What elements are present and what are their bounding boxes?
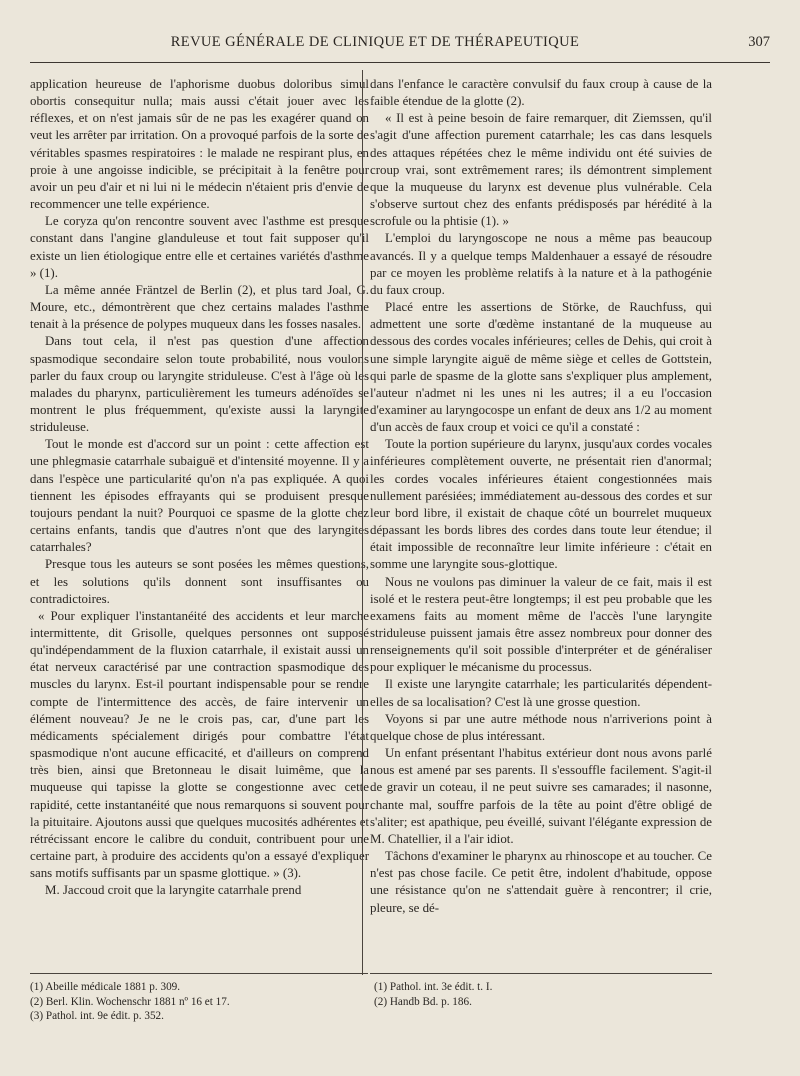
footnote: (1) Abeille médicale 1881 p. 309. <box>30 981 181 993</box>
page-header <box>30 34 770 56</box>
column-divider <box>362 70 363 975</box>
footnote: (2) Berl. Klin. Wochenschr 1881 nº 16 et 17. <box>30 995 230 1008</box>
paragraph: Placé entre les assertions de Störke, de Rauchfuss, qui admettent une sorte d'œdème instantané de la muqueuse au dessous des cordes vocales inférieures; celles de Dehis, qui croit à une simple laryngite aiguë de même siège et celles de Gottstein, qui parle de spasme de la glotte sans s'expliquer plus amplement, l'auteur n'admet ni les unes ni les autres; il a eu l'occasion d'examiner au laryngocospe un enfant de deux ans 1/2 au moment d'un accès de faux croup et voici ce qu'il a constaté : <box>370 300 712 435</box>
paragraph: Tout le monde est d'accord sur un point : cette affection est une phlegmasie catarrhale subaiguë et d'intensité moyenne. Il y a dans l'espèce une particularité qu'on n'a pas expliquée. A quoi tiennent les épisodes effrayants qui se produisent presque toujours pendant la nuit? Pourquoi ce spasme de la glotte chez certains enfants, tandis que d'autres n'ont que des laryngites catarrhales? <box>30 437 369 555</box>
footnote: (2) Handb Bd. p. 186. <box>374 995 472 1008</box>
right-column <box>370 76 712 917</box>
paragraph: Tâchons d'examiner le pharynx au rhinoscope et au toucher. Ce n'est pas chose facile. Ce petit être, indolent d'habitude, oppose une résistance qu'on ne s'attendait guère à rencontrer; il crie, pleure, se dé- <box>370 849 712 915</box>
page-number: 307 <box>748 34 770 50</box>
quotation-paragraph: « Il est à peine besoin de faire remarquer, dit Ziemssen, qu'il s'agit d'une affection purement catarrhale; les cas dans lesquels des attaques répétées chez le même individu ont été suivies de croup vrai, sont extrêmement rares; ils démontrent simplement que la muqueuse du larynx est devenue plus vulnérable. Cela s'observe surtout chez des enfants prédisposés par hérédité à la scrofule ou la phtisie (1). » <box>370 111 712 229</box>
footnotes-right <box>374 980 712 1009</box>
paragraph: L'emploi du laryngoscope ne nous a même pas beaucoup avancés. Il y a quelque temps Maldenhauer a essayé de résoudre par ce moyen les problème relatifs à la nature et à la pathogénie du faux croup. <box>370 231 712 297</box>
footnote-rule-right <box>370 973 712 974</box>
footnote: (1) Pathol. int. 3e édit. t. I. <box>374 981 493 993</box>
paragraph: Toute la portion supérieure du larynx, jusqu'aux cordes vocales inférieures complètement ouverte, ne présentait rien d'anormal; les cordes vocales inférieures étaient congestionnées mais nullement parésiées; immédiatement au-dessous des cordes et sur leur bord libre, il existait de chaque côté un bourrelet muqueux dépassant les bords libres des cordes dans toute leur étendue; il était impossible de reconnaître leur limite inférieure : c'était en somme une laryngite sous-glottique. <box>370 437 712 572</box>
paragraph: Un enfant présentant l'habitus extérieur dont nous avons parlé nous est amené par ses parents. Il s'essouffle facilement. S'agit-il de gravir un coteau, il ne peut suivre ses camarades; il nasonne, chante mal, souffre parfois de la tête au point d'être obligé de s'aliter; est apathique, peu éveillé, suivant l'élégante expression de M. Chatellier, il a l'air idiot. <box>370 746 712 846</box>
paragraph: La même année Fräntzel de Berlin (2), et plus tard Joal, G. Moure, etc., démontrèrent que chez certains malades l'asthme tenait à la présence de polypes muqueux dans les fosses nasales. <box>30 282 369 332</box>
paragraph: Presque tous les auteurs se sont posées les mêmes questions, et les solutions qu'ils donnent sont insuffisantes ou contradictoires. <box>30 557 369 606</box>
header-rule <box>30 62 770 63</box>
paragraph: dans l'enfance le caractère convulsif du faux croup à cause de la faible étendue de la glotte (2). <box>370 77 712 109</box>
paragraph: application heureuse de l'aphorisme duobus doloribus simul obortis consequitur nulla; mais aussi c'était jouer avec les réflexes, et on n'est jamais sûr de ne pas les exagérer quand on veut les arrêter par irritation. On a provoqué parfois de la sorte de véritables spasmes respiratoires : le malade ne respirant plus, en proie à une angoisse indicible, se précipitait à la fenêtre pour avoir un peu d'air et ni lui ni le médecin n'étaient pris d'envie de recommencer une telle expérience. <box>30 77 369 212</box>
quotation-paragraph: « Pour expliquer l'instantanéité des accidents et leur marche intermittente, dit Grisolle, quelques personnes ont supposé qu'indépendamment de la fluxion catarrhale, il existait aussi un état nerveux caractérisé par une contraction spasmodique des muscles du larynx. Est-il pourtant indispensable pour se rendre compte de l'intermittence des accès, de faire intervenir un élément nouveau? Je ne le crois pas, car, d'une part les médicaments spécialement dirigés pour combattre l'état spasmodique n'ont aucune efficacité, et d'ailleurs on comprend très bien, ainsi que Bretonneau le disait luimême, que la muqueuse qui tapisse la glotte se congestionne avec cette rapidité, cette instantanéité que nous remarquons si souvent pour la pituitaire. Ajoutons aussi que quelques mucosités adhérentes et rétrécissant encore le calibre du conduit, contribuent pour une certaine part, à produire des accidents qu'on a essayé d'expliquer sans motifs suffisants par un spasme glottique. » (3). <box>30 608 369 881</box>
paragraph: M. Jaccoud croit que la laryngite catarrhale prend <box>45 883 302 898</box>
paragraph: Le coryza qu'on rencontre souvent avec l'asthme est presque constant dans l'angine glanduleuse et tout fait supposer qu'il existe un lien étiologique entre elle et certaines variétés d'asthme » (1). <box>30 214 369 280</box>
footnotes-left <box>30 980 368 1024</box>
paragraph: Nous ne voulons pas diminuer la valeur de ce fait, mais il est isolé et le restera peut-être longtemps; il est peu probable que les examens faits au moment même de l'accès l'une laryngite striduleuse puissent jamais être assez nombreux pour donner des renseignements qu'il soit possible d'interpréter et de généraliser pour expliquer le mécanisme du processus. <box>370 574 712 675</box>
paragraph: Dans tout cela, il n'est pas question d'une affection spasmodique secondaire selon toute probabilité, nous voulons parler du faux croup ou laryngite striduleuse. C'est à l'âge où les malades du pharynx, particulièrement les tumeurs adénoïdes se montrent le plus fréquemment, qu'existe aussi la laryngite striduleuse. <box>30 334 369 435</box>
paragraph: Voyons si par une autre méthode nous n'arriverions point à quelque chose de plus intéressant. <box>370 711 712 743</box>
paragraph: Il existe une laryngite catarrhale; les particularités dépendent-elles de sa localisation? C'est là une grosse question. <box>370 677 712 709</box>
running-title: REVUE GÉNÉRALE DE CLINIQUE ET DE THÉRAPEUTIQUE <box>170 34 580 50</box>
left-column <box>30 76 369 900</box>
footnote: (3) Pathol. int. 9e édit. p. 352. <box>30 1010 164 1023</box>
footnote-rule-left <box>30 973 368 974</box>
